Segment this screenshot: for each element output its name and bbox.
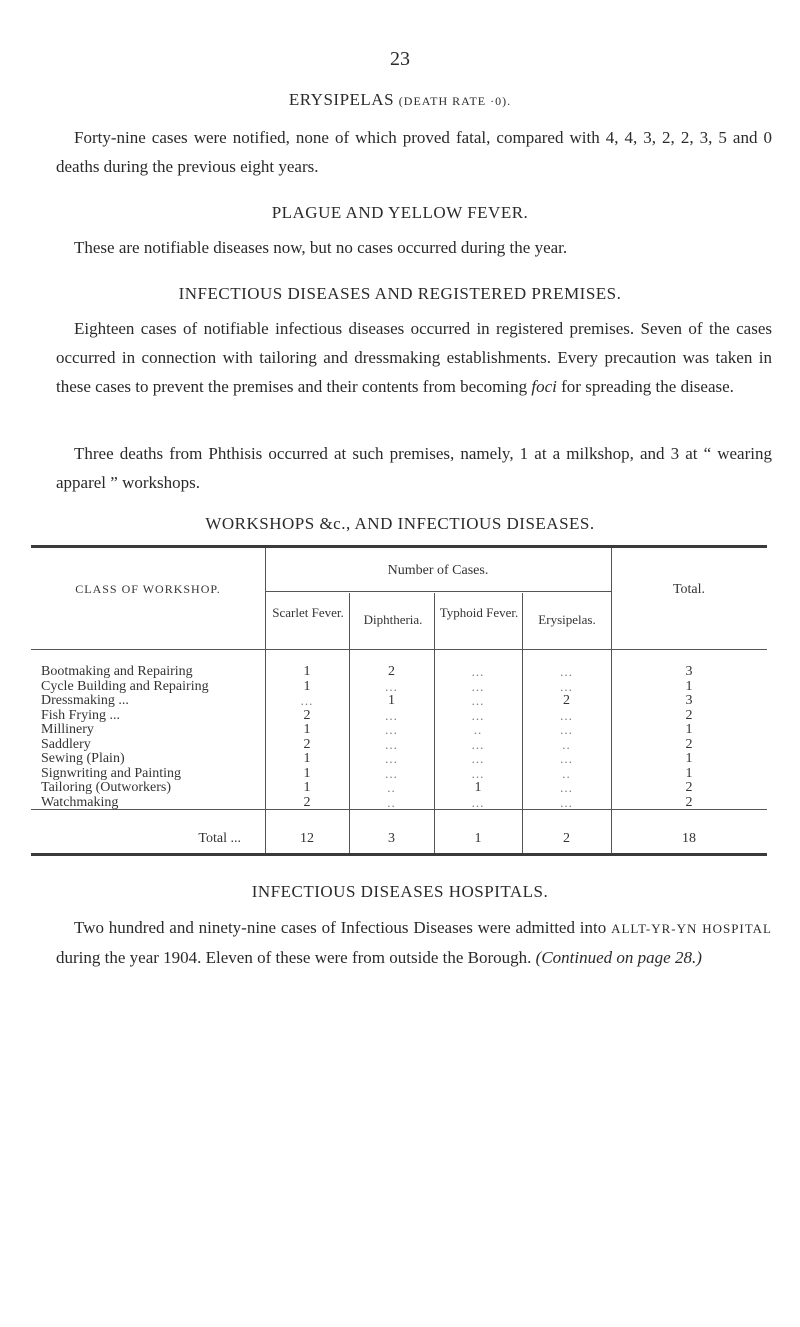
col-header-typhoid-fever: Typhoid Fever. [439, 605, 519, 620]
row-cell-typhoid-fever: .. [473, 722, 483, 737]
plague-heading: PLAGUE AND YELLOW FEVER. [271, 203, 529, 222]
registered-premises-heading: INFECTIOUS DISEASES AND REGISTERED PREMISES. [178, 284, 622, 303]
row-cell-typhoid-fever: ... [471, 737, 485, 752]
row-cell-erysipelas: ... [560, 708, 573, 723]
row-cell-diphtheria: 1 [388, 693, 395, 708]
row-class-name: Bootmaking and Repairing [41, 664, 193, 679]
total-typhoid-fever: 1 [474, 831, 482, 846]
hospital-name: ALLT-YR-YN HOSPITAL [611, 921, 772, 936]
hospitals-text-a: Two hundred and ninety-nine cases of Infectious Diseases were admitted into [74, 918, 612, 937]
row-cell-diphtheria: ... [385, 751, 398, 766]
row-class-name: Cycle Building and Repairing [41, 679, 209, 694]
row-cell-typhoid-fever: ... [471, 751, 485, 766]
table-hline-header [31, 649, 767, 650]
row-cell-erysipelas: ... [560, 664, 573, 679]
erysipelas-paragraph: Forty-nine cases were notified, none of which proved fatal, compared with 4, 4, 3, 2, 2, 3, 5 and 0 deaths during the previous eight years. [56, 128, 772, 176]
row-cell-scarlet-fever: 2 [303, 708, 311, 723]
col-header-erysipelas: Erysipelas. [538, 612, 596, 627]
foci-word: foci [531, 377, 557, 396]
row-cell-diphtheria: .. [387, 795, 396, 810]
row-class-name: Tailoring (Outworkers) [41, 780, 172, 795]
row-total: 2 [685, 780, 693, 795]
row-class-name: Fish Frying ... [41, 708, 120, 723]
plague-paragraph: These are notifiable diseases now, but no cases occurred during the year. [74, 238, 568, 257]
row-cell-erysipelas: .. [562, 737, 571, 752]
row-total: 3 [685, 664, 693, 679]
row-total: 2 [685, 795, 693, 810]
row-cell-typhoid-fever: ... [471, 766, 485, 781]
row-cell-scarlet-fever: 2 [303, 795, 311, 810]
row-cell-erysipelas: ... [560, 795, 573, 810]
number-of-cases-header: Number of Cases. [387, 563, 489, 578]
total-scarlet-fever: 12 [300, 831, 314, 846]
hospitals-paragraph [56, 913, 772, 972]
total-erysipelas: 2 [563, 831, 570, 846]
registered-text-b: for spreading the disease. [556, 377, 734, 396]
row-total: 2 [685, 708, 693, 723]
total-diphtheria: 3 [388, 831, 395, 846]
row-cell-scarlet-fever: 2 [303, 737, 311, 752]
row-cell-diphtheria: ... [385, 679, 398, 694]
row-cell-typhoid-fever: ... [471, 693, 485, 708]
row-cell-erysipelas: .. [562, 766, 571, 781]
row-class-name: Dressmaking ... [41, 693, 129, 708]
phthisis-paragraph: Three deaths from Phthisis occurred at such premises, namely, 1 at a milkshop, and 3 at “ wearing apparel ” workshops. [56, 444, 772, 492]
registered-premises-paragraph [56, 314, 772, 401]
row-cell-scarlet-fever: 1 [303, 751, 311, 766]
registered-text-a: Eighteen cases of notifiable infectious diseases occurred in registered premises. Seven of the cases occurred in connection with tailoring and dressmaking establishments. Every precaution was taken in these cases to prevent the premises and their contents from becoming [56, 319, 772, 396]
total-row-label: Total ... [198, 831, 241, 846]
row-class-name: Watchmaking [41, 795, 119, 810]
row-cell-scarlet-fever: 1 [303, 780, 311, 795]
table-hline-number [265, 591, 611, 592]
hospitals-text-b: during the year 1904. Eleven of these were from outside the Borough. [56, 948, 536, 967]
workshops-table [31, 545, 767, 856]
row-cell-erysipelas: 2 [563, 693, 570, 708]
erysipelas-heading-title: ERYSIPELAS [288, 90, 395, 109]
row-cell-erysipelas: ... [560, 679, 573, 694]
hospitals-heading: INFECTIOUS DISEASES HOSPITALS. [251, 882, 549, 901]
row-cell-erysipelas: ... [560, 751, 573, 766]
row-class-name: Saddlery [41, 737, 91, 752]
row-cell-diphtheria: ... [385, 722, 398, 737]
row-cell-diphtheria: .. [387, 780, 396, 795]
row-cell-scarlet-fever: 1 [303, 664, 311, 679]
row-cell-typhoid-fever: 1 [474, 780, 482, 795]
workshops-heading: WORKSHOPS &c., AND INFECTIOUS DISEASES. [205, 514, 595, 533]
row-total: 1 [685, 751, 693, 766]
row-cell-diphtheria: ... [385, 766, 398, 781]
erysipelas-heading-note: (DEATH RATE ·0). [398, 94, 512, 108]
row-class-name: Sewing (Plain) [41, 751, 125, 766]
row-cell-scarlet-fever: 1 [303, 679, 311, 694]
col-header-diphtheria: Diphtheria. [363, 612, 423, 627]
row-class-name: Millinery [41, 722, 94, 737]
row-total: 2 [685, 737, 693, 752]
row-cell-typhoid-fever: ... [471, 664, 485, 679]
col-header-scarlet-fever: Scarlet Fever. [272, 605, 344, 620]
total-header: Total. [672, 582, 706, 597]
row-cell-typhoid-fever: ... [471, 679, 485, 694]
erysipelas-heading [0, 90, 800, 110]
row-class-name: Signwriting and Painting [41, 766, 181, 781]
row-cell-typhoid-fever: ... [471, 708, 485, 723]
row-cell-erysipelas: ... [560, 722, 573, 737]
row-cell-erysipelas: ... [560, 780, 573, 795]
row-total: 1 [685, 722, 693, 737]
table-top-rule [31, 545, 767, 548]
row-cell-scarlet-fever: 1 [303, 722, 311, 737]
continued-note: (Continued on page 28.) [535, 948, 702, 967]
row-cell-diphtheria: ... [385, 708, 398, 723]
row-cell-typhoid-fever: ... [471, 795, 485, 810]
row-cell-diphtheria: 2 [388, 664, 395, 679]
row-total: 1 [685, 679, 693, 694]
class-of-workshop-header: CLASS OF WORKSHOP. [75, 582, 221, 596]
row-total: 3 [685, 693, 693, 708]
row-total: 1 [685, 766, 693, 781]
row-cell-diphtheria: ... [385, 737, 398, 752]
table-bottom-rule [31, 853, 767, 856]
page-number: 23 [390, 48, 410, 70]
row-cell-scarlet-fever: 1 [303, 766, 311, 781]
grand-total: 18 [682, 831, 696, 846]
row-cell-scarlet-fever: ... [300, 693, 314, 708]
